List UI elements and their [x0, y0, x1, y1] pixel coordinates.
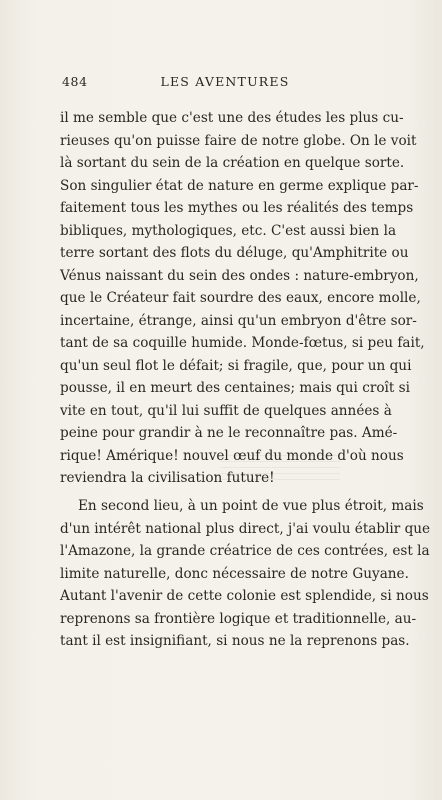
- text-line: tant de sa coquille humide. Monde-fœtus, si peu fait,: [60, 335, 425, 351]
- text-line: d'un intérêt national plus direct, j'ai voulu établir que: [60, 520, 431, 537]
- paragraph-2: [60, 495, 431, 653]
- text-line: terre sortant des flots du déluge, qu'Amphitrite ou: [60, 245, 409, 261]
- text-line: En second lieu, à un point de vue plus étroit, mais: [78, 498, 424, 514]
- text-line: Autant l'avenir de cette colonie est splendide, si nous: [60, 588, 429, 604]
- text-line: tant il est insignifiant, si nous ne la reprenons pas.: [60, 633, 410, 649]
- text-line: là sortant du sein de la création en quelque sorte.: [60, 155, 405, 171]
- text-line: pousse, il en meurt des centaines; mais qui croît si: [60, 380, 410, 396]
- text-line: reprenons sa frontière logique et traditionnelle, au-: [60, 610, 417, 627]
- text-line: reviendra la civilisation future!: [60, 470, 275, 486]
- text-line: Vénus naissant du sein des ondes : nature-embryon,: [60, 267, 419, 284]
- text-line: rieuses qu'on puisse faire de notre globe. On le voit: [60, 132, 417, 149]
- text-line: rique! Amérique! nouvel œuf du monde d'où nous: [60, 447, 404, 464]
- text-line: faitement tous les mythes ou les réalités des temps: [60, 200, 414, 216]
- text-line: incertaine, étrange, ainsi qu'un embryon d'être sor-: [60, 312, 417, 329]
- text-line: Son singulier état de nature en germe explique par-: [60, 177, 419, 194]
- page-number: 484: [62, 74, 88, 89]
- text-line: peine pour grandir à ne le reconnaître pas. Amé-: [60, 425, 398, 441]
- text-line: que le Créateur fait sourdre des eaux, encore molle,: [60, 290, 421, 306]
- paragraph-1: [60, 107, 425, 490]
- text-line: il me semble que c'est une des études les plus cu-: [60, 110, 404, 126]
- text-line: l'Amazone, la grande créatrice de ces contrées, est la: [60, 543, 430, 559]
- running-head-title: LES AVENTURES: [160, 74, 290, 89]
- text-line: bibliques, mythologiques, etc. C'est aussi bien la: [60, 222, 397, 239]
- text-line: qu'un seul flot le défait; si fragile, que, pour un qui: [60, 357, 412, 374]
- running-head: [62, 74, 388, 90]
- text-line: limite naturelle, donc nécessaire de notre Guyane.: [60, 565, 409, 582]
- text-line: vite en tout, qu'il lui suffit de quelques années à: [60, 402, 392, 419]
